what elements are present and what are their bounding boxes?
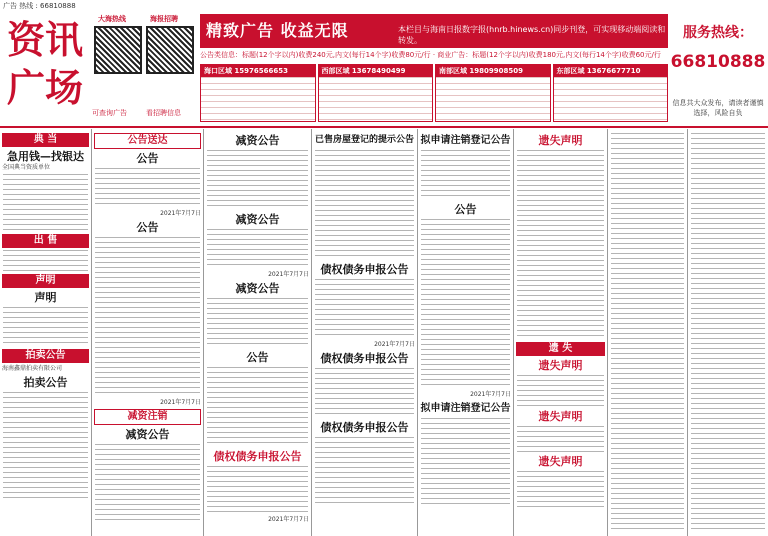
date-1: 2021年7月7日	[160, 210, 201, 217]
office-south: 南部区域 19809908509	[435, 64, 551, 122]
hotline-number: 66810888	[670, 52, 766, 72]
qr-code-1-icon	[94, 26, 142, 74]
ad-title-lost-3: 遗失声明	[538, 410, 583, 423]
logo-line-1: 资讯	[6, 17, 83, 62]
qr-code-2-icon	[146, 26, 194, 74]
ad-title-statement: 声明	[34, 291, 57, 304]
column-8	[688, 129, 768, 536]
qr-label-1: 大海热线	[98, 15, 126, 23]
date-4: 2021年7月7日	[268, 516, 309, 523]
hotline-note: 信息共大众发布，请读者谨慎选择，风险自负	[672, 99, 764, 117]
office-haikou: 海口区域 15976566653	[200, 64, 316, 122]
column-4	[312, 129, 418, 536]
ad-title-debt-2: 债权债务申报公告	[320, 263, 409, 276]
classified-columns	[0, 129, 768, 536]
office-west: 西部区域 13678490499	[318, 64, 434, 122]
ad-note-yinda: 全国典当资质单位	[2, 164, 51, 171]
category-pawn: 典 当	[2, 133, 89, 147]
qr-caption-1: 可查询广告	[92, 109, 127, 117]
qr-label-2: 海报招聘	[150, 15, 178, 23]
category-sale: 出 售	[2, 234, 89, 248]
top-strip: 广告 热线 : 66810888	[3, 2, 76, 10]
category-auction: 拍卖公告	[2, 349, 89, 363]
ad-title-deregistration-2: 拟申请注销登记公告	[420, 403, 511, 414]
ad-title-deregistration-1: 拟申请注销登记公告	[420, 135, 511, 146]
ad-title-lost-1: 遗失声明	[538, 134, 583, 147]
column-7	[608, 129, 688, 536]
auction-company: 海南鑫鼎拍卖有限公司	[2, 365, 63, 372]
ad-title-debt-1: 债权债务申报公告	[213, 450, 302, 463]
logo-line-2: 广场	[6, 65, 83, 110]
column-6	[514, 129, 608, 536]
column-3	[204, 129, 312, 536]
slogan-banner	[200, 14, 668, 48]
service-hotline	[670, 22, 766, 118]
ad-title-lost-2: 遗失声明	[538, 359, 583, 372]
ad-title-reduction: 减资公告	[125, 428, 170, 441]
category-notice-delivery: 公告送达	[94, 133, 201, 149]
price-info: 公告类信息：标题(12个字以内)收费240元,内文(每行14个字)收费80元/行 · 商业广告：标题(12个字以内)收费180元,内文(每行14个字)收费60元/行	[200, 51, 661, 59]
section-logo	[2, 16, 88, 122]
date-5: 2021年7月7日	[374, 341, 415, 348]
ad-title-auction: 拍卖公告	[23, 376, 68, 389]
ad-title-notice-4: 公告	[454, 203, 477, 216]
office-list	[200, 64, 668, 122]
date-6: 2021年7月7日	[470, 391, 511, 398]
masthead	[0, 12, 768, 126]
header-divider	[0, 126, 768, 128]
ad-title-debt-4: 债权债务申报公告	[320, 421, 409, 434]
ad-title-notice-1: 公告	[136, 152, 159, 165]
column-5	[418, 129, 514, 536]
ad-title-reduction-1: 减资公告	[235, 134, 280, 147]
category-lost: 遗 失	[516, 342, 605, 356]
ad-title-lost-4: 遗失声明	[538, 455, 583, 468]
ad-title-reduction-2: 减资公告	[235, 213, 280, 226]
column-1	[0, 129, 92, 536]
ad-title-yinda: 急用钱—找银达	[7, 150, 84, 163]
date-2: 2021年7月7日	[160, 399, 201, 406]
ad-title-notice-3: 公告	[246, 351, 269, 364]
slogan: 精致广告 收益无限	[206, 21, 349, 40]
ad-title-house-registration: 已售房屋登记的提示公告	[314, 135, 414, 145]
office-east: 东部区域 13676677710	[553, 64, 669, 122]
date-3: 2021年7月7日	[268, 271, 309, 278]
ad-title-debt-3: 债权债务申报公告	[320, 352, 409, 365]
column-2	[92, 129, 204, 536]
digital-edition-note: 本栏目与海南日报数字报(hnrb.hinews.cn)同步刊登，可实现移动端阅读和转发。	[398, 25, 666, 45]
ad-title-notice-2: 公告	[136, 221, 159, 234]
ad-title-reduction-3: 减资公告	[235, 282, 280, 295]
hotline-label: 服务热线：	[683, 25, 753, 41]
category-statement: 声明	[2, 274, 89, 288]
qr-caption-2: 看招聘信息	[146, 109, 181, 117]
category-capital-reduction: 减资注销	[94, 409, 201, 425]
